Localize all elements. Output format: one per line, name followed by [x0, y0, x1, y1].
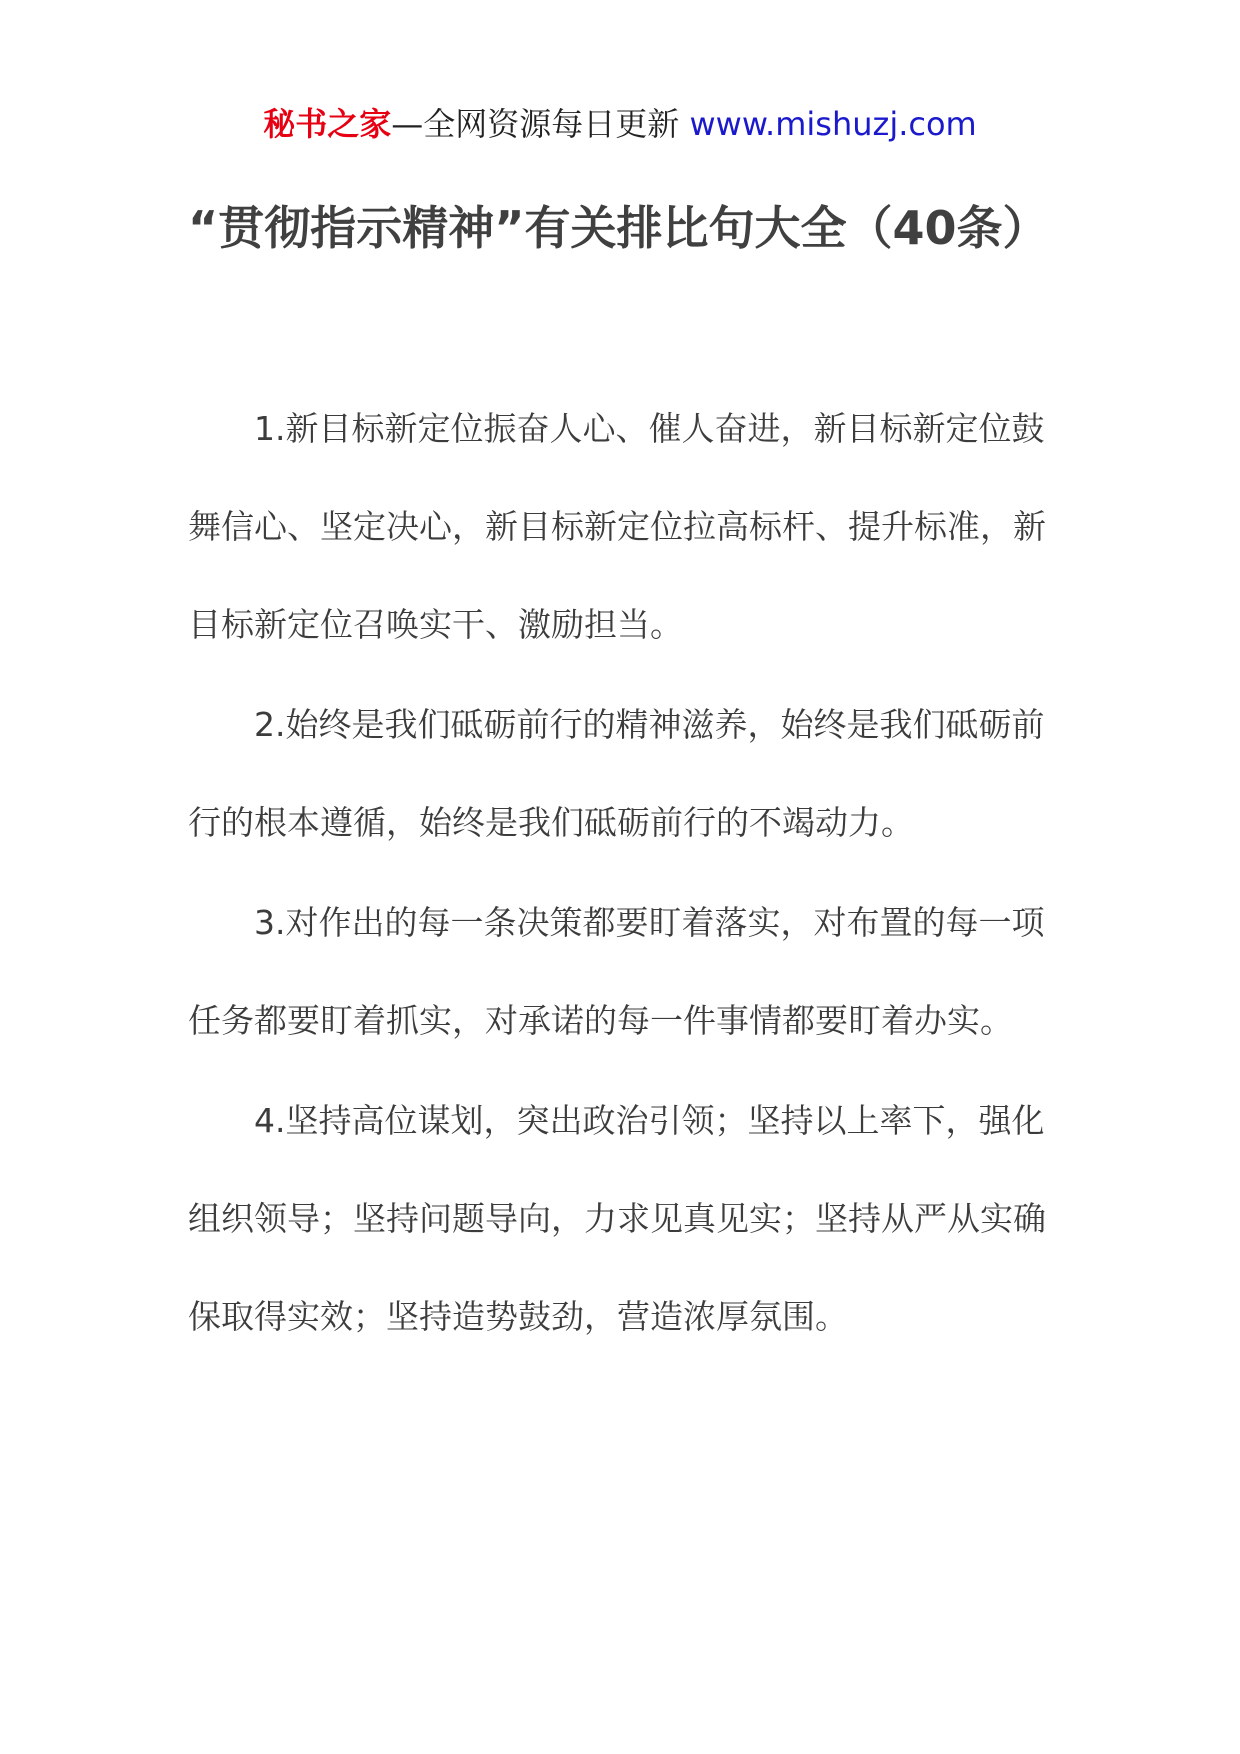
document-title: “贯彻指示精神”有关排比句大全（40条）	[188, 201, 1049, 255]
document-body	[188, 380, 1058, 1366]
paragraph-2: 2.始终是我们砥砺前行的精神滋养，始终是我们砥砺前行的根本遵循，始终是我们砥砺前行的不竭动力。	[188, 705, 1045, 842]
site-tagline: —全网资源每日更新	[391, 105, 690, 143]
paragraph-4: 4.坚持高位谋划，突出政治引领；坚持以上率下，强化组织领导；坚持问题导向，力求见真见实；坚持从严从实确保取得实效；坚持造势鼓劲，营造浓厚氛围。	[188, 1101, 1046, 1336]
site-url-link[interactable]: www.mishuzj.com	[689, 105, 977, 143]
paragraph-1: 1.新目标新定位振奋人心、催人奋进，新目标新定位鼓舞信心、坚定决心，新目标新定位拉高标杆、提升标准，新目标新定位召唤实干、激励担当。	[188, 409, 1046, 644]
brand-name: 秘书之家	[263, 105, 392, 143]
site-header	[0, 100, 1240, 148]
paragraph-3: 3.对作出的每一条决策都要盯着落实，对布置的每一项任务都要盯着抓实，对承诺的每一件事情都要盯着办实。	[188, 903, 1045, 1040]
